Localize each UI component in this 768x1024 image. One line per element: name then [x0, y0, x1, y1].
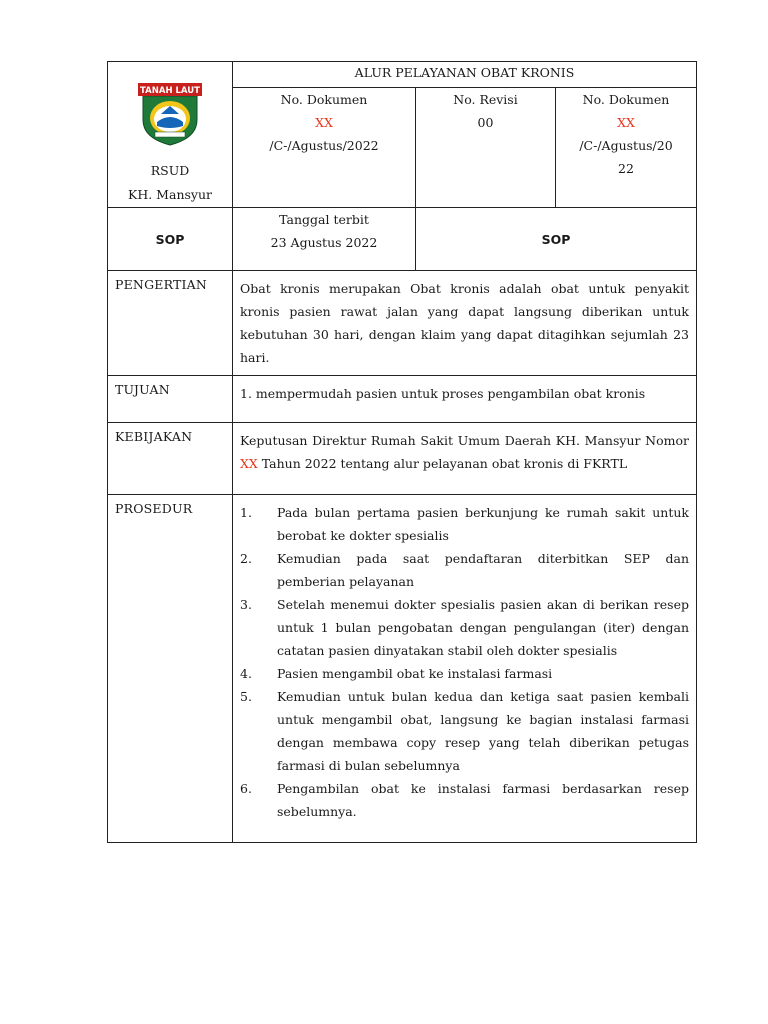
- hospital-name-line1: RSUD: [150, 163, 190, 178]
- kebijakan-code: XX: [240, 456, 258, 471]
- document-number-cell: [233, 88, 416, 208]
- prosedur-steps: [240, 501, 689, 823]
- document-date-2-line1: /C-/Agustus/20: [579, 138, 673, 154]
- prosedur-step: 5. Kemudian untuk bulan kedua dan ketiga saat pasien kembali untuk mengambil obat, langsung ke bagian instalasi farmasi dengan membawa copy resep yang telah diberikan petugas farmasi di bulan sebelumnya: [240, 689, 689, 773]
- kebijakan-label: KEBIJAKAN: [108, 423, 233, 495]
- hospital-name-line2: KH. Mansyur: [128, 187, 212, 202]
- sop-document-table: [107, 61, 697, 843]
- tujuan-text: 1. mempermudah pasien untuk proses pengambilan obat kronis: [233, 376, 697, 423]
- kebijakan-text: [233, 423, 697, 495]
- document-title: ALUR PELAYANAN OBAT KRONIS: [233, 62, 697, 88]
- prosedur-step: 1. Pada bulan pertama pasien berkunjung ke rumah sakit untuk berobat ke dokter spesialis: [240, 505, 689, 543]
- kebijakan-text-after: Tahun 2022 tentang alur pelayanan obat kronis di FKRTL: [257, 456, 628, 471]
- pengertian-text: Obat kronis merupakan Obat kronis adalah obat untuk penyakit kronis pasien rawat jalan yang dapat langsung diberikan untuk kebutuhan 30 hari, dengan klaim yang dapat ditagihkan sejumlah 23 hari.: [233, 271, 697, 376]
- issue-date-cell: [233, 208, 416, 271]
- sop-label-left: SOP: [108, 208, 233, 271]
- logo-banner-text: TANAH LAUT: [140, 86, 200, 96]
- sop-label-right: SOP: [416, 208, 697, 271]
- document-number-cell-2: [556, 88, 697, 208]
- issue-date-label: Tanggal terbit: [279, 212, 369, 227]
- prosedur-label: PROSEDUR: [108, 495, 233, 843]
- revision-cell: [416, 88, 556, 208]
- prosedur-step: 6. Pengambilan obat ke instalasi farmasi berdasarkan resep sebelumnya.: [240, 781, 689, 819]
- document-date: /C-/Agustus/2022: [269, 138, 379, 154]
- revision-label: No. Revisi: [453, 92, 518, 108]
- hospital-identity-cell: [108, 62, 233, 208]
- issue-date-value: 23 Agustus 2022: [270, 235, 378, 250]
- tujuan-label: TUJUAN: [108, 376, 233, 423]
- regency-emblem-icon: [108, 62, 232, 149]
- document-date-2-line2: 22: [618, 161, 634, 177]
- revision-value: 00: [477, 115, 494, 131]
- kebijakan-text-before: Keputusan Direktur Rumah Sakit Umum Daerah KH. Mansyur Nomor: [240, 433, 689, 448]
- prosedur-step: 2. Kemudian pada saat pendaftaran diterbitkan SEP dan pemberian pelayanan: [240, 551, 689, 589]
- document-number-label-2: No. Dokumen: [582, 92, 670, 108]
- pengertian-label: PENGERTIAN: [108, 271, 233, 376]
- prosedur-steps-cell: [233, 495, 697, 843]
- document-code: XX: [315, 115, 333, 131]
- document-code-2: XX: [617, 115, 635, 131]
- prosedur-step: 4. Pasien mengambil obat ke instalasi farmasi: [240, 666, 553, 681]
- document-number-label: No. Dokumen: [280, 92, 368, 108]
- prosedur-step: 3. Setelah menemui dokter spesialis pasien akan di berikan resep untuk 1 bulan pengobatan dengan pengulangan (iter) dengan catatan pasien dinyatakan stabil oleh dokter spesialis: [240, 597, 689, 658]
